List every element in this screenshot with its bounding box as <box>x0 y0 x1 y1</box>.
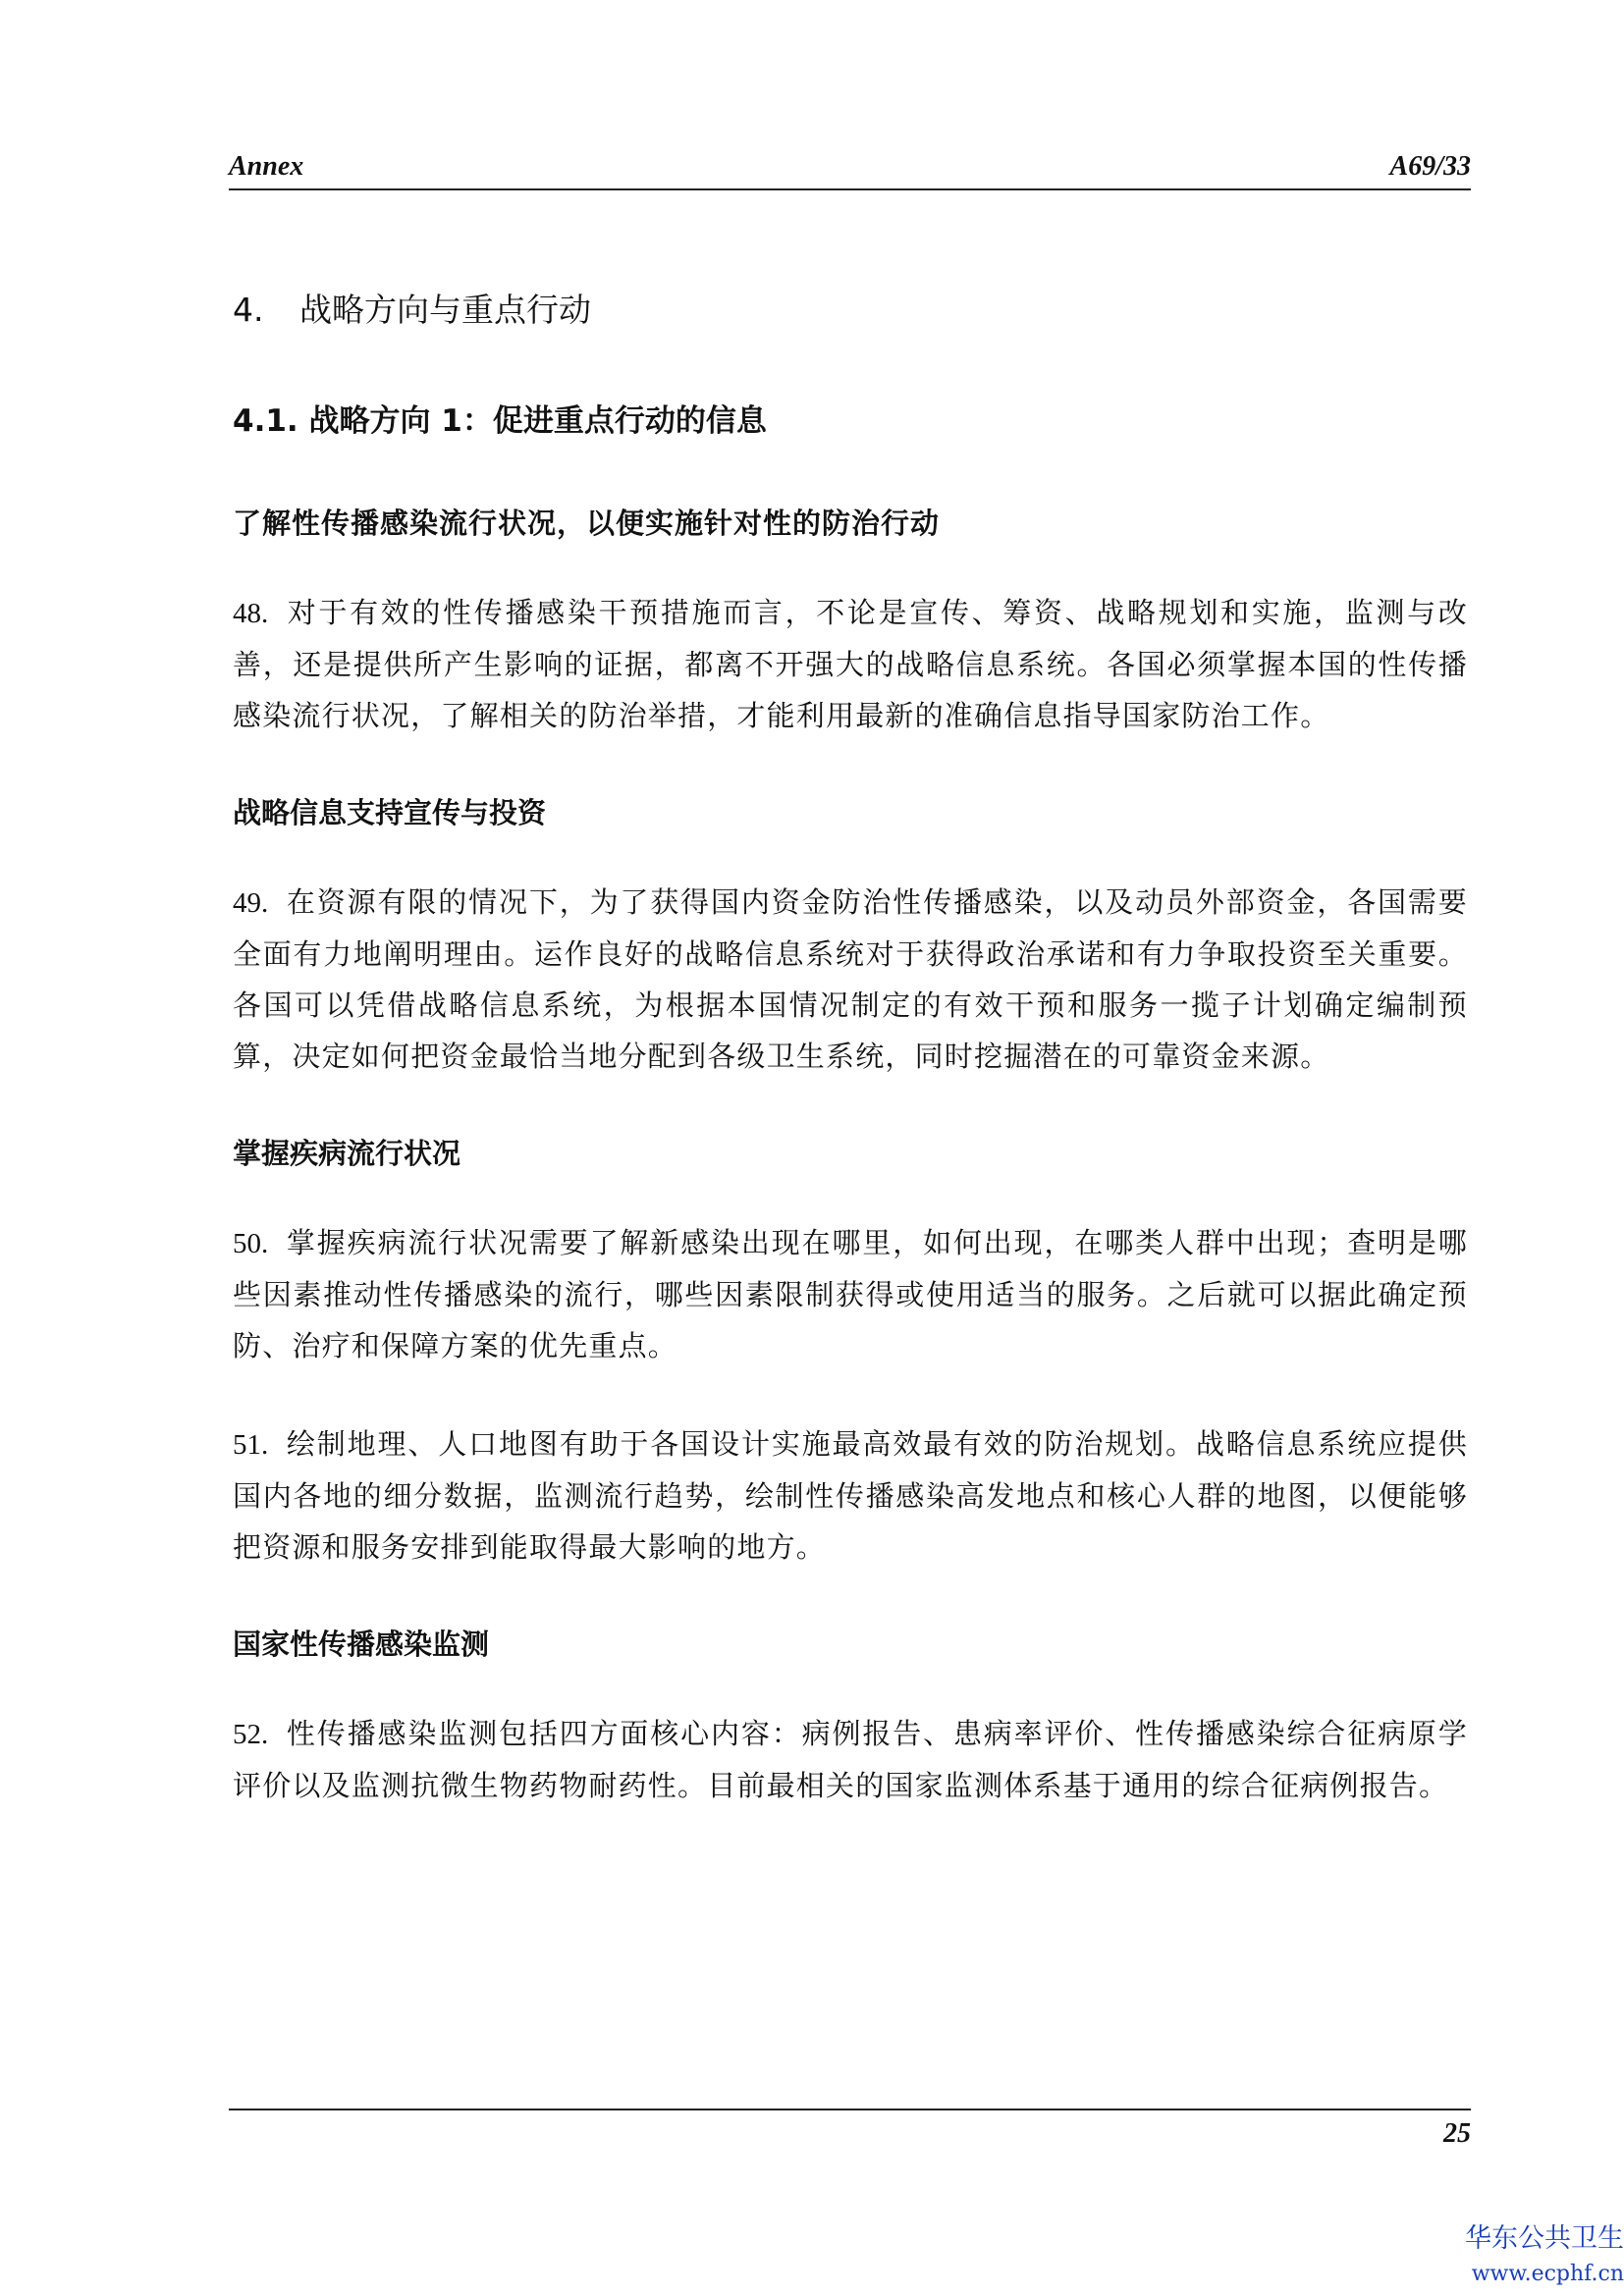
page-header <box>229 147 1471 190</box>
page-footer <box>229 2109 1471 2149</box>
paragraph-text: 在资源有限的情况下，为了获得国内资金防治性传播感染，以及动员外部资金，各国需要全面有力地阐明理由。运作良好的战略信息系统对于获得政治承诺和有力争取投资至关重要。各国可以凭借战略信息系统，为根据本国情况制定的有效干预和服务一揽子计划确定编制预算，决定如何把资金最恰当地分配到各级卫生系统，同时挖掘潜在的可靠资金来源。 <box>233 885 1468 1073</box>
section-heading <box>233 285 1468 336</box>
page-number: 25 <box>1443 2118 1471 2149</box>
paragraph-number: 50. <box>233 1228 269 1259</box>
topic-heading: 了解性传播感染流行状况，以便实施针对性的防治行动 <box>233 507 941 540</box>
watermark-url: www.ecphf.cn <box>1471 2262 1624 2286</box>
site-watermark <box>1447 2220 1624 2291</box>
page-content <box>233 285 1468 1858</box>
paragraph-text: 掌握疾病流行状况需要了解新感染出现在哪里，如何出现，在哪类人群中出现；查明是哪些因素推动性传播感染的流行，哪些因素限制获得或使用适当的服务。之后就可以据此确定预防、治疗和保障方案的优先重点。 <box>233 1226 1468 1362</box>
topic-heading: 战略信息支持宣传与投资 <box>233 796 547 829</box>
paragraph-50 <box>233 1217 1468 1371</box>
paragraph-text: 绘制地理、人口地图有助于各国设计实施最高效最有效的防治规划。战略信息系统应提供国内各地的细分数据，监测流行趋势，绘制性传播感染高发地点和核心人群的地图，以便能够把资源和服务安排到能取得最大影响的地方。 <box>233 1427 1468 1564</box>
paragraph-text: 性传播感染监测包括四方面核心内容：病例报告、患病率评价、性传播感染综合征病原学评价以及监测抗微生物药物耐药性。目前最相关的国家监测体系基于通用的综合征病例报告。 <box>233 1717 1468 1802</box>
header-document-number: A69/33 <box>1389 151 1471 182</box>
paragraph-number: 51. <box>233 1429 269 1461</box>
topic-heading: 掌握疾病流行状况 <box>233 1137 461 1170</box>
subsection-heading: 4.1. 战略方向 1：促进重点行动的信息 <box>233 403 767 439</box>
paragraph-48 <box>233 587 1468 741</box>
paragraph-52 <box>233 1708 1468 1811</box>
section-title: 战略方向与重点行动 <box>299 291 591 329</box>
paragraph-number: 52. <box>233 1719 269 1750</box>
topic-heading: 国家性传播感染监测 <box>233 1628 490 1661</box>
paragraph-49 <box>233 877 1468 1082</box>
header-annex-label: Annex <box>229 151 304 182</box>
paragraph-text: 对于有效的性传播感染干预措施而言，不论是宣传、筹资、战略规划和实施，监测与改善，还是提供所产生影响的证据，都离不开强大的战略信息系统。各国必须掌握本国的性传播感染流行状况，了解相关的防治举措，才能利用最新的准确信息指导国家防治工作。 <box>233 596 1468 732</box>
watermark-name: 华东公共卫生 <box>1465 2223 1624 2254</box>
paragraph-number: 49. <box>233 887 269 919</box>
section-number: 4. <box>233 291 264 329</box>
paragraph-number: 48. <box>233 598 269 629</box>
paragraph-51 <box>233 1418 1468 1573</box>
